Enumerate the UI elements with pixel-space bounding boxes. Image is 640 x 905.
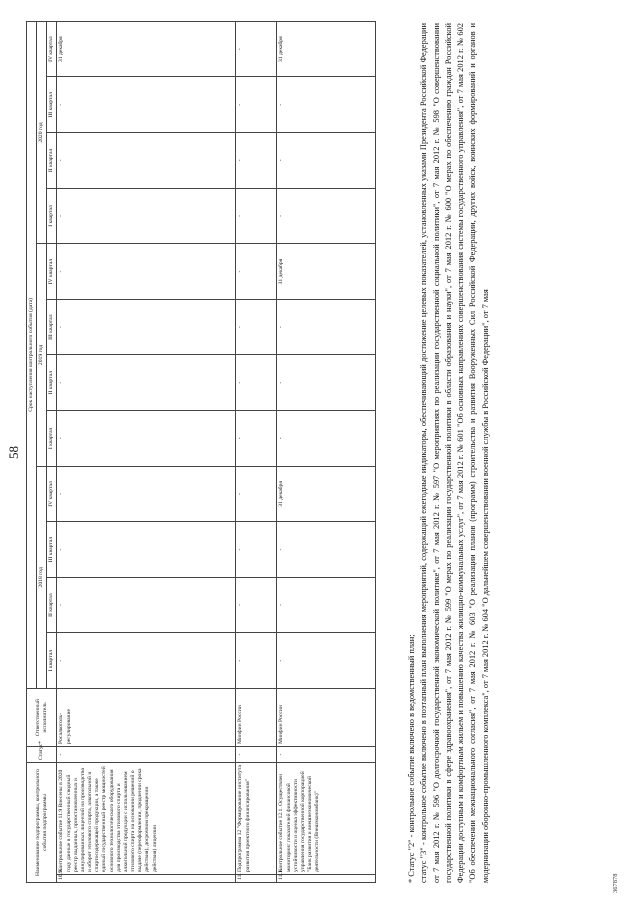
- quarter-cell: 31 декабря: [277, 21, 376, 77]
- row-name: Подпрограмма 12 "Формирование института развития проектного финансирования": [236, 763, 277, 875]
- control-events-table: [26, 21, 376, 883]
- quarter-cell: -: [277, 522, 376, 578]
- quarter-cell: -: [57, 133, 236, 189]
- header-deadline-group: Срок наступления контрольного события (дата): [27, 21, 37, 688]
- row-name: Контрольное событие 11.9 Внесены в 2020 году данные в государственный сводный реестр выданных, приостановленных и аннулированных лицензий на производство и оборот этилового спирта, алкогольной и спиртосодержащей продукции, а также единый государственный реестр мощностей основного технологического оборудования для производства этилового спирта и алкогольной продукции с использованием этилового спирта на основании решений о выдаче (переоформлении, продлении срока действия), досрочном прекращении действия) лицензии: [57, 763, 236, 875]
- footnotes: [406, 23, 492, 883]
- quarter-cell: -: [277, 577, 376, 633]
- quarter-cell: -: [236, 244, 277, 300]
- quarter-cell: -: [236, 355, 277, 411]
- table-row: [236, 21, 277, 882]
- row-responsible: Росалкогольрегулирование: [57, 689, 236, 747]
- header-quarter: III квартал: [47, 522, 57, 578]
- quarter-cell: -: [236, 633, 277, 689]
- row-name: Контрольное событие 12.1. Осуществлен мониторинг показателей финансовой устойчивости и оценка эффективности управления государственной корпорацией "Банк развития и внешнеэкономической деятельности (Внешэкономбанк)": [277, 763, 376, 875]
- quarter-cell: -: [277, 77, 376, 133]
- header-quarter: IV квартал: [47, 466, 57, 522]
- quarter-cell: -: [57, 577, 236, 633]
- quarter-cell: -: [57, 77, 236, 133]
- row-number: 11.: [236, 875, 277, 883]
- header-year: 2020 год: [37, 21, 47, 243]
- quarter-cell: -: [57, 466, 236, 522]
- row-status: -: [57, 747, 236, 763]
- quarter-cell: -: [57, 633, 236, 689]
- header-quarter: IV квартал: [47, 21, 57, 77]
- quarter-cell: -: [277, 633, 376, 689]
- header-quarter: I квартал: [47, 411, 57, 467]
- quarter-cell: -: [57, 188, 236, 244]
- header-quarter: II квартал: [47, 133, 57, 189]
- row-responsible: Минфин России: [277, 689, 376, 747]
- table-row: [57, 21, 236, 882]
- quarter-cell: 31 декабря: [277, 466, 376, 522]
- row-status: -: [236, 747, 277, 763]
- quarter-cell: -: [236, 577, 277, 633]
- header-quarter: I квартал: [47, 633, 57, 689]
- quarter-cell: -: [236, 522, 277, 578]
- table-row: [277, 21, 376, 882]
- quarter-cell: -: [57, 299, 236, 355]
- header-year: 2019 год: [37, 244, 47, 466]
- header-quarter: II квартал: [47, 577, 57, 633]
- quarter-cell: -: [236, 188, 277, 244]
- quarter-cell: -: [236, 466, 277, 522]
- row-responsible: Минфин России: [236, 689, 277, 747]
- row-status: -: [277, 747, 376, 763]
- quarter-cell: -: [57, 244, 236, 300]
- header-quarter: IV квартал: [47, 244, 57, 300]
- page-number: 58: [6, 446, 21, 459]
- quarter-cell: -: [236, 299, 277, 355]
- footnote-status-2: * Статус "2" - контрольное событие включено в ведомственный план;: [407, 634, 416, 883]
- quarter-cell: -: [277, 299, 376, 355]
- quarter-cell: -: [277, 188, 376, 244]
- quarter-cell: -: [57, 522, 236, 578]
- header-quarter: II квартал: [47, 355, 57, 411]
- quarter-cell: -: [277, 355, 376, 411]
- row-number: 10.9.: [57, 875, 236, 883]
- quarter-cell: -: [277, 411, 376, 467]
- quarter-cell: -: [236, 133, 277, 189]
- header-quarter: I квартал: [47, 188, 57, 244]
- footnote-status-3: статус "3" - контрольное событие включено в поэтапный план выполнения мероприятий, содержащий ежегодные индикаторы, обеспечивающий достижение целевых показателей, установленных указами Президента Российской Федерации от 7 мая 2012 г. № 596 "О долгосрочной государственной экономической политике", от 7 мая 2012 г. № 597 "О мероприятиях по реализации государственной социальной политики", от 7 мая 2012 г. № 598 "О совершенствовании государственной политики в сфере здравоохранения", от 7 мая 2012 г. № 599 "О мерах по реализации государственной политики в области образования и науки", от 7 мая 2012 г. № 600 "О мерах по обеспечению граждан Российской Федерации доступным и комфортным жильем и повышению качества жилищно-коммунальных услуг", от 7 мая 2012 г. № 601 "Об основных направлениях совершенствования системы государственного управления", от 7 мая 2012 г. № 602 "Об обеспечении межнационального согласия", от 7 мая 2012 г. № 603 "О реализации планов (программ) строительства и развития Вооруженных Сил Российской Федерации, других войск, воинских формирований и органов и модернизации оборонно-промышленного комплекса", от 7 мая 2012 г. № 604 "О дальнейшем совершенствовании военной службы в Российской Федерации", от 7 мая: [419, 23, 490, 883]
- header-status: Статус*: [27, 747, 57, 763]
- quarter-cell: 31 декабря: [277, 244, 376, 300]
- quarter-cell: -: [57, 411, 236, 467]
- quarter-cell: -: [277, 133, 376, 189]
- header-quarter: III квартал: [47, 299, 57, 355]
- quarter-cell: 31 декабря: [57, 21, 236, 77]
- row-number: 11.1.: [277, 875, 376, 883]
- header-quarter: III квартал: [47, 77, 57, 133]
- header-year: 2018 год: [37, 466, 47, 688]
- quarter-cell: -: [236, 21, 277, 77]
- document-code: 367878: [612, 873, 619, 893]
- quarter-cell: -: [236, 77, 277, 133]
- quarter-cell: -: [57, 355, 236, 411]
- header-responsible: Ответственный исполнитель: [27, 689, 57, 747]
- header-name: Наименование подпрограммы, контрольного события подпрограммы: [27, 763, 57, 883]
- quarter-cell: -: [236, 411, 277, 467]
